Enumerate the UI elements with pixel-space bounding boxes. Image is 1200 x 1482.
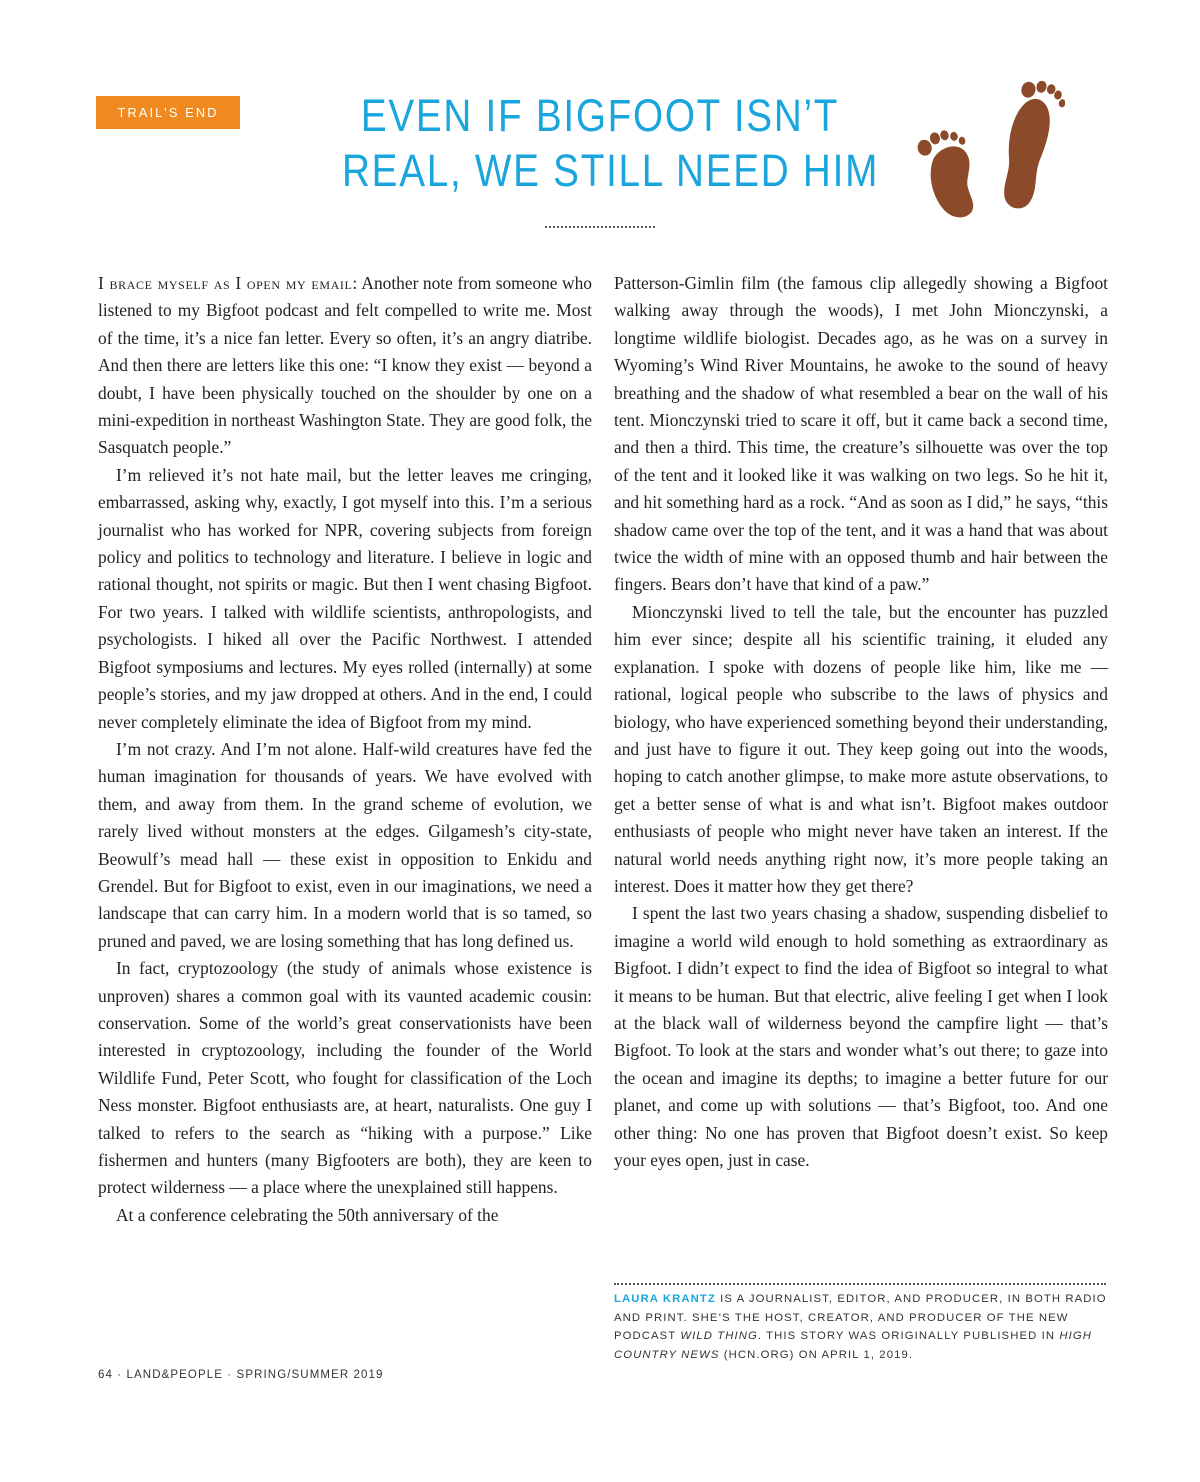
bio-text-2: . THIS STORY WAS ORIGINALLY PUBLISHED IN xyxy=(757,1330,1060,1342)
section-tag: TRAIL'S END xyxy=(96,96,240,129)
right-footprint-icon xyxy=(993,76,1065,213)
paragraph-2: I’m relieved it’s not hate mail, but the letter leaves me cringing, embarrassed, asking why, exactly, I got myself into this. I’m a serious journalist who has worked for NPR, covering subjects from foreign policy and politics to technology and literature. I believe in logic and rational thought, not spirits or magic. But then I went chasing Bigfoot. For two years. I talked with wildlife scientists, anthropologists, and psychologists. I hiked all over the Pacific Northwest. I attended Bigfoot symposiums and lectures. My eyes rolled (internally) at some people’s stories, and my jaw dropped at others. And in the end, I could never completely eliminate the idea of Bigfoot from my mind. xyxy=(98,464,592,732)
paragraph-5-start: At a conference celebrating the 50th anniversary of the xyxy=(116,1204,499,1225)
paragraph-7: I spent the last two years chasing a shadow, suspending disbelief to imagine a world wild enough to hold something as extraordinary as Bigfoot. I didn’t expect to find the idea of Bigfoot so integral to what it means to be human. But that electric, alive feeling I get when I look at the black wall of wilderness beyond the campfire light — that’s Bigfoot. To look at the stars and wonder what’s out there; to gaze into the ocean and imagine its depths; to imagine a better future for our planet, and come up with solutions — that’s Bigfoot, too. And one other thing: No one has proven that Bigfoot doesn’t exist. So keep your eyes open, just in case. xyxy=(614,903,1108,1170)
footer-separator: · xyxy=(113,1369,127,1381)
headline-divider xyxy=(545,226,655,228)
page-number: 64 xyxy=(98,1369,113,1381)
bio-text-3: (HCN.ORG) ON APRIL 1, 2019. xyxy=(719,1348,914,1361)
footprints-icon xyxy=(915,75,1065,225)
paragraph-6: Mionczynski lived to tell the tale, but the encounter has puzzled him ever since; despite all his scientific training, it eluded any explanation. I spoke with dozens of people like him, like me — rational, logical people who subscribe to the laws of physics and biology, who have experienced something beyond their understanding, and just have to figure it out. They keep going out into the woods, hoping to catch another glimpse, to make more astute observations, to get a better sense of what is and what isn’t. Bigfoot makes outdoor enthusiasts of people who might never have taken an interest. If the natural world needs anything right now, it’s more people taking an interest. Does it matter how they get there? xyxy=(614,601,1108,896)
author-bio xyxy=(614,1290,1108,1364)
paragraph-1 xyxy=(98,270,592,462)
magazine-name: LAND&PEOPLE xyxy=(126,1369,224,1381)
paragraph-3: I’m not crazy. And I’m not alone. Half-wild creatures have fed the human imagination for thousands of years. We have evolved with them, and away from them. In the grand scheme of evolution, we rarely lived without monsters at the edges. Gilgamesh’s city-state, Beowulf’s mead hall — these exist in opposition to Enkidu and Grendel. But for Bigfoot to exist, even in our imaginations, we need a landscape that can carry him. In a modern world that is so tamed, so pruned and paved, we are losing something that has long defined us. xyxy=(98,738,592,951)
bio-text-1: IS A JOURNALIST, EDITOR, AND PRODUCER, IN BOTH RADIO AND PRINT. SHE’S THE HOST, CREATOR, AND PRODUCER OF THE NEW PODCAST xyxy=(614,1293,1107,1342)
article-headline xyxy=(342,88,880,198)
footer-separator: · xyxy=(223,1369,237,1381)
publication-title: HIGH COUNTRY NEWS xyxy=(614,1330,1092,1361)
bio-divider xyxy=(614,1283,1106,1285)
issue-date: SPRING/SUMMER 2019 xyxy=(236,1369,384,1381)
page-footer xyxy=(98,1369,384,1381)
left-footprint-icon xyxy=(915,126,981,223)
lead-in: I brace myself as I open my email: xyxy=(98,273,358,293)
paragraph-4: In fact, cryptozoology (the study of animals whose existence is unproven) shares a common goal with its vaunted academic cousin: conservation. Some of the world’s great conservationists have been interested in cryptozoology, including the founder of the World Wildlife Fund, Peter Scott, who fought for classification of the Loch Ness monster. Bigfoot enthusiasts are, at heart, naturalists. One guy I talked to refers to the search as “hiking with a purpose.” Like fishermen and hunters (many Bigfooters are both), they are keen to protect wilderness — a place where the unexplained still happens. xyxy=(98,958,592,1198)
article-column-left xyxy=(98,270,592,1229)
paragraph-5-continued: Patterson-Gimlin film (the famous clip allegedly showing a Bigfoot walking away through the woods), I met John Mionczynski, a longtime wildlife biologist. Decades ago, as he was on a survey in Wyoming’s Wind River Mountains, he awoke to the sound of heavy breathing and the shadow of what resembled a bear on the wall of his tent. Mionczynski tried to scare it off, but it came back a second time, and then a third. This time, the creature’s silhouette was over the top of the tent and it looked like it was walking on two legs. So he hit it, and hit something hard as a rock. “And as soon as I did,” he says, “this shadow came over the top of the tent, and it was a hand that was about twice the width of mine with an opposed thumb and hair between the fingers. Bears don’t have that kind of a paw.” xyxy=(614,273,1108,595)
author-name: LAURA KRANTZ xyxy=(614,1293,716,1305)
headline-line-2: REAL, WE STILL NEED HIM xyxy=(342,145,880,196)
headline-line-1: EVEN IF BIGFOOT ISN’T xyxy=(360,90,840,141)
paragraph-1-text: Another note from someone who listened to my Bigfoot podcast and felt compelled to write me. Most of the time, it’s a nice fan letter. Every so often, it’s an angry diatribe. And then there are letters like this one: “I know they exist — beyond a doubt, I have been physically touched on the shoulder by one on a mini-expedition in northeast Washington State. They are good folk, the Sasquatch people.” xyxy=(98,273,592,458)
podcast-title: WILD THING xyxy=(680,1330,758,1342)
article-column-right xyxy=(614,270,1108,1174)
